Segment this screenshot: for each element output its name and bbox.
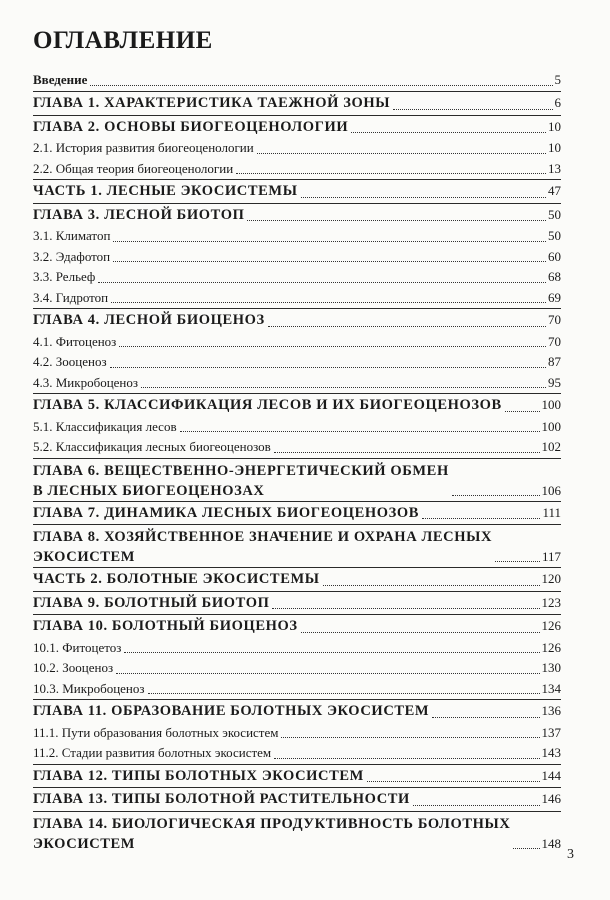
toc-chapter-entry	[33, 501, 561, 525]
dot-leader	[124, 651, 539, 653]
toc-entry-label: ГЛАВА 14. БИОЛОГИЧЕСКАЯ ПРОДУКТИВНОСТЬ БОЛОТНЫХ ЭКОСИСТЕМ	[33, 815, 511, 852]
toc-entry-page: 148	[541, 835, 561, 851]
dot-leader	[274, 757, 539, 759]
dot-leader	[148, 692, 540, 694]
toc-entry-page: 87	[548, 354, 561, 369]
dot-leader	[495, 560, 540, 562]
toc-entry-page: 69	[548, 289, 561, 305]
toc-chapter-entry	[33, 179, 561, 203]
toc-entry-page: 10	[548, 140, 561, 155]
toc-entry-page: 126	[541, 639, 561, 655]
toc-entry-label: ГЛАВА 6. ВЕЩЕСТВЕННО-ЭНЕРГЕТИЧЕСКИЙ ОБМЕН В ЛЕСНЫХ БИОГЕОЦЕНОЗАХ	[33, 462, 449, 499]
toc-intro-entry	[33, 69, 561, 91]
toc-entry-page: 100	[541, 418, 561, 434]
toc-entry-label: 3.3. Рельеф	[33, 269, 96, 284]
dot-leader	[110, 366, 546, 368]
toc-entry-page: 50	[548, 228, 561, 243]
dot-leader	[98, 281, 546, 283]
dot-leader	[272, 607, 539, 609]
toc-entry-label: ЧАСТЬ 1. ЛЕСНЫЕ ЭКОСИСТЕМЫ	[33, 183, 298, 199]
toc-entry-label: ГЛАВА 2. ОСНОВЫ БИОГЕОЦЕНОЛОГИИ	[33, 118, 349, 135]
toc-entry-label: ГЛАВА 5. КЛАССИФИКАЦИЯ ЛЕСОВ И ИХ БИОГЕОЦЕНОЗОВ	[33, 397, 502, 413]
toc-subsection-entry	[33, 267, 561, 288]
toc-subsection-entry	[33, 352, 561, 373]
toc-chapter-entry	[33, 591, 561, 615]
toc-entry-label: ГЛАВА 10. БОЛОТНЫЙ БИОЦЕНОЗ	[33, 618, 298, 634]
dot-leader	[236, 172, 546, 174]
dot-leader	[268, 325, 546, 327]
toc-chapter-entry	[33, 91, 561, 115]
toc-entry-label: 5.1. Классификация лесов	[33, 418, 177, 434]
toc-subsection-entry	[33, 743, 561, 764]
dot-leader	[113, 240, 546, 242]
toc-entry-page: 50	[548, 206, 561, 222]
toc-entry-page: 146	[541, 791, 561, 806]
toc-entry-label: ГЛАВА 3. ЛЕСНОЙ БИОТОП	[33, 206, 245, 223]
page-number: 3	[567, 847, 574, 862]
dot-leader	[393, 108, 552, 110]
toc-subsection-entry	[33, 658, 561, 679]
toc-entry-page: 60	[548, 248, 561, 264]
toc-subsection-entry	[33, 288, 561, 309]
dot-leader	[452, 494, 540, 496]
toc-subsection-entry	[33, 373, 561, 394]
dot-leader	[505, 410, 540, 412]
toc-entry-label: ГЛАВА 13. ТИПЫ БОЛОТНОЙ РАСТИТЕЛЬНОСТИ	[33, 791, 410, 807]
table-of-contents	[33, 69, 561, 854]
toc-entry-page: 100	[541, 397, 561, 412]
dot-leader	[413, 804, 540, 806]
toc-entry-page: 144	[541, 767, 561, 783]
toc-entry-label: ГЛАВА 4. ЛЕСНОЙ БИОЦЕНОЗ	[33, 312, 265, 328]
toc-chapter-entry	[33, 308, 561, 332]
toc-chapter-entry	[33, 567, 561, 591]
toc-subsection-entry	[33, 332, 561, 353]
dot-leader	[180, 430, 540, 432]
toc-chapter-entry	[33, 393, 561, 417]
toc-entry-label: 4.2. Зооценоз	[33, 354, 107, 369]
toc-chapter-entry	[33, 764, 561, 788]
toc-entry-page: 136	[541, 703, 561, 718]
toc-entry-page: 117	[541, 549, 561, 564]
toc-chapter-entry	[33, 458, 561, 501]
toc-entry-page: 10	[548, 118, 561, 134]
toc-entry-label: 3.2. Эдафотоп	[33, 248, 111, 264]
dot-leader	[111, 301, 546, 303]
dot-leader	[274, 451, 540, 453]
toc-chapter-entry	[33, 614, 561, 638]
toc-subsection-entry	[33, 226, 561, 247]
toc-entry-page: 13	[548, 160, 561, 176]
dot-leader	[281, 736, 539, 738]
dot-leader	[90, 84, 552, 86]
toc-subsection-entry	[33, 138, 561, 159]
toc-entry-page: 47	[548, 183, 561, 198]
toc-entry-label: 5.2. Классификация лесных биогеоценозов	[33, 439, 271, 454]
toc-entry-label: ГЛАВА 8. ХОЗЯЙСТВЕННОЕ ЗНАЧЕНИЕ И ОХРАНА ЛЕСНЫХ ЭКОСИСТЕМ	[33, 529, 493, 565]
toc-subsection-entry	[33, 159, 561, 180]
dot-leader	[301, 196, 546, 198]
toc-entry-label: ГЛАВА 9. БОЛОТНЫЙ БИОТОП	[33, 594, 270, 611]
dot-leader	[257, 152, 546, 154]
toc-entry-page: 70	[548, 333, 561, 349]
toc-entry-page: 106	[541, 482, 561, 498]
toc-chapter-entry	[33, 524, 561, 567]
toc-entry-page: 126	[541, 618, 561, 633]
toc-chapter-entry	[33, 699, 561, 723]
toc-entry-label: 11.1. Пути образования болотных экосистем	[33, 724, 279, 740]
toc-chapter-entry	[33, 115, 561, 139]
toc-subsection-entry	[33, 679, 561, 700]
toc-entry-label: ГЛАВА 1. ХАРАКТЕРИСТИКА ТАЕЖНОЙ ЗОНЫ	[33, 95, 391, 111]
dot-leader	[513, 847, 539, 849]
toc-subsection-entry	[33, 247, 561, 268]
toc-entry-label: 3.4. Гидротоп	[33, 289, 109, 305]
toc-entry-page: 123	[541, 594, 561, 610]
toc-entry-label: ГЛАВА 12. ТИПЫ БОЛОТНЫХ ЭКОСИСТЕМ	[33, 767, 364, 784]
toc-entry-label: Введение	[33, 72, 88, 87]
dot-leader	[116, 672, 539, 674]
toc-entry-label: ЧАСТЬ 2. БОЛОТНЫЕ ЭКОСИСТЕМЫ	[33, 571, 320, 587]
toc-entry-label: 10.2. Зооценоз	[33, 660, 114, 675]
toc-entry-label: 10.1. Фитоцетоз	[33, 639, 122, 655]
toc-chapter-entry	[33, 811, 561, 854]
dot-leader	[141, 386, 546, 388]
dot-leader	[247, 219, 546, 221]
toc-entry-page: 6	[554, 95, 561, 110]
toc-entry-page: 70	[548, 312, 561, 327]
dot-leader	[432, 716, 539, 718]
toc-entry-label: 4.1. Фитоценоз	[33, 333, 117, 349]
page-title: ОГЛАВЛЕНИЕ	[33, 27, 213, 54]
toc-entry-page: 120	[541, 571, 561, 586]
toc-entry-page: 143	[541, 745, 561, 760]
dot-leader	[422, 517, 540, 519]
dot-leader	[119, 345, 546, 347]
dot-leader	[367, 780, 540, 782]
toc-entry-label: ГЛАВА 11. ОБРАЗОВАНИЕ БОЛОТНЫХ ЭКОСИСТЕМ	[33, 703, 430, 719]
toc-entry-page: 137	[541, 724, 561, 740]
toc-entry-label: ГЛАВА 7. ДИНАМИКА ЛЕСНЫХ БИОГЕОЦЕНОЗОВ	[33, 504, 420, 521]
toc-entry-page: 130	[541, 660, 561, 675]
dot-leader	[301, 631, 540, 633]
dot-leader	[351, 131, 546, 133]
toc-entry-label: 11.2. Стадии развития болотных экосистем	[33, 745, 272, 760]
toc-entry-label: 2.1. История развития биогеоценологии	[33, 140, 254, 155]
toc-entry-label: 3.1. Климатоп	[33, 228, 111, 243]
toc-subsection-entry	[33, 638, 561, 659]
toc-entry-page: 134	[541, 680, 561, 696]
toc-entry-label: 4.3. Микробоценоз	[33, 374, 139, 390]
toc-entry-label: 2.2. Общая теория биогеоценологии	[33, 160, 234, 176]
dot-leader	[323, 584, 540, 586]
toc-entry-label: 10.3. Микробоценоз	[33, 680, 145, 696]
toc-entry-page: 5	[554, 72, 561, 87]
toc-entry-page: 111	[542, 504, 561, 520]
toc-subsection-entry	[33, 417, 561, 438]
toc-subsection-entry	[33, 437, 561, 458]
dot-leader	[113, 260, 546, 262]
toc-chapter-entry	[33, 787, 561, 811]
toc-subsection-entry	[33, 723, 561, 744]
toc-entry-page: 95	[548, 374, 561, 390]
toc-entry-page: 68	[548, 269, 561, 284]
toc-entry-page: 102	[541, 439, 561, 454]
toc-chapter-entry	[33, 203, 561, 227]
